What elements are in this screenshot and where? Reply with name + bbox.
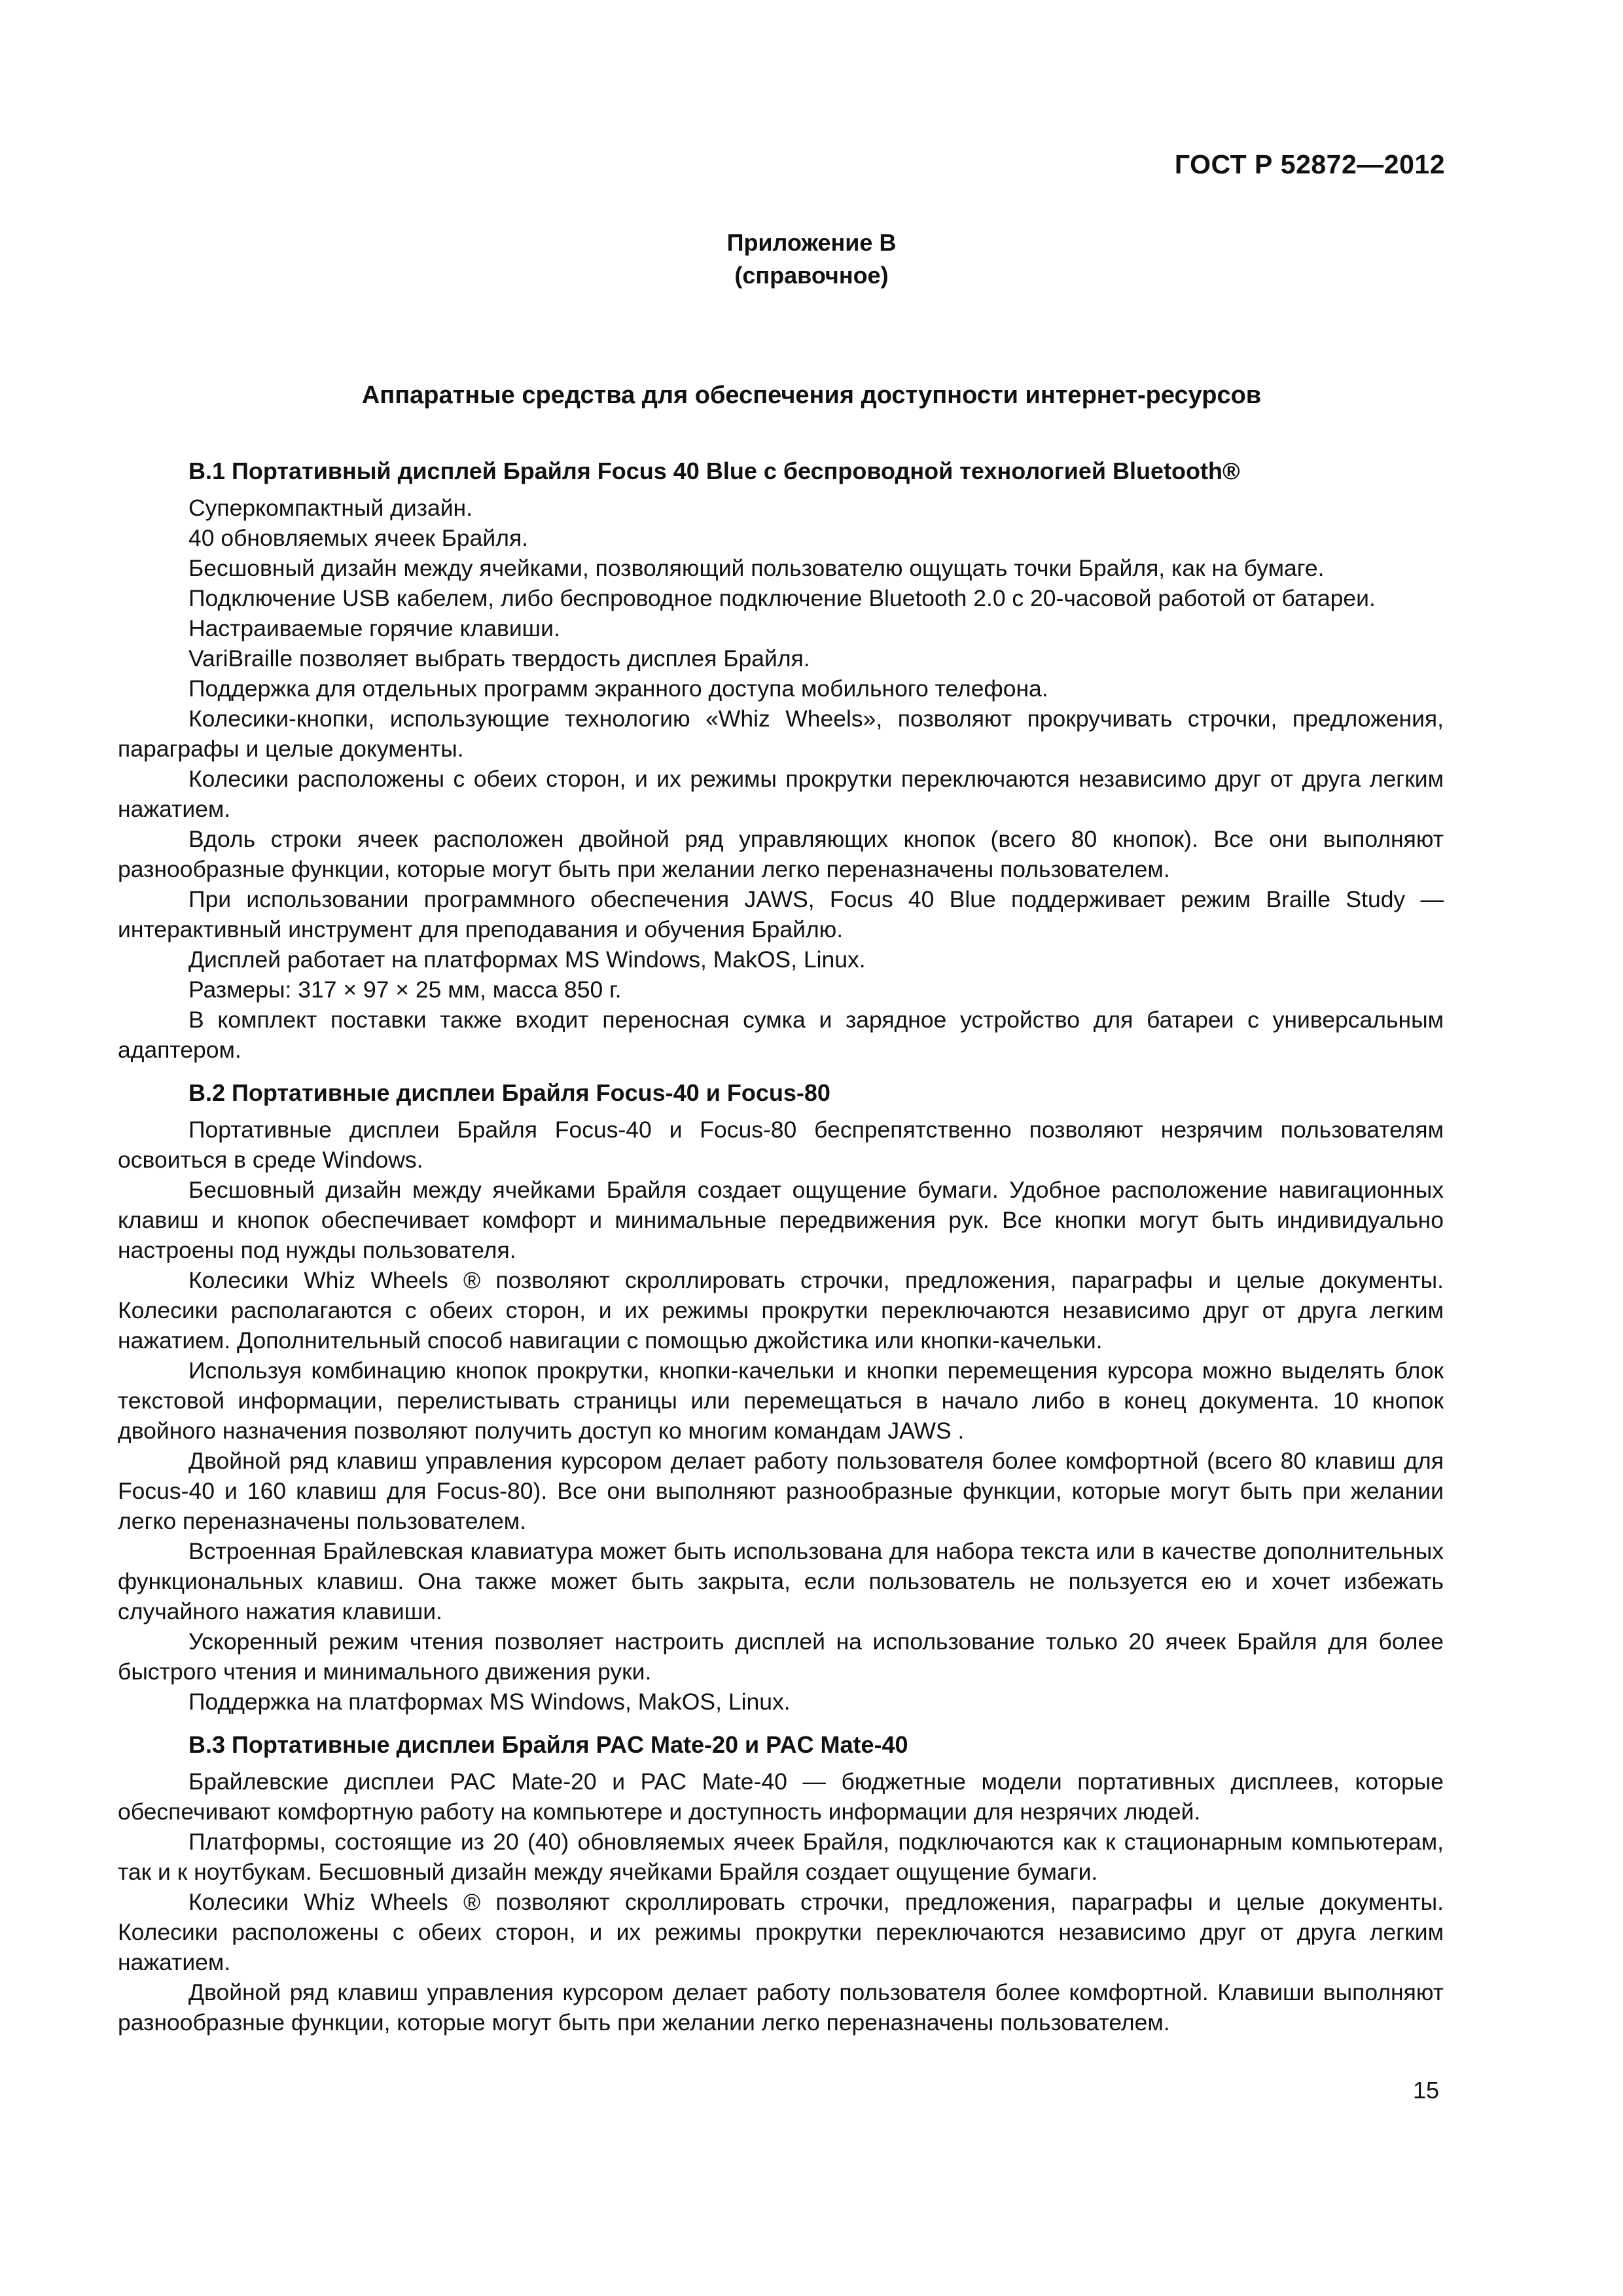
paragraph: Используя комбинацию кнопок прокрутки, кнопки-качельки и кнопки перемещения курсора можно выделять блок текстовой информации, перелистывать страницы или перемещаться в начало либо в конец документа. 10 кнопок двойного назначения позволяют получить доступ ко многим командам JAWS .	[118, 1357, 1444, 1444]
paragraph: VariBraille позволяет выбрать твердость дисплея Брайля.	[188, 645, 810, 672]
paragraph: Двойной ряд клавиш управления курсором делает работу пользователя более комфортной. Клавиши выполняют разнообразные функции, которые могут быть при желании легко переназначены пользователем.	[118, 1979, 1444, 2036]
paragraph: В комплект поставки также входит переносная сумка и зарядное устройство для батареи с универсальным адаптером.	[118, 1007, 1444, 1063]
paragraph: Ускоренный режим чтения позволяет настроить дисплей на использование только 20 ячеек Брайля для более быстрого чтения и минимального движения руки.	[118, 1628, 1444, 1685]
paragraph: Настраиваемые горячие клавиши.	[188, 615, 560, 641]
paragraph: Колесики-кнопки, использующие технологию «Whiz Wheels», позволяют прокручивать строчки, предложения, параграфы и целые документы.	[118, 706, 1444, 762]
paragraph: Двойной ряд клавиш управления курсором делает работу пользователя более комфортной (всего 80 клавиш для Focus-40 и 160 клавиш для Focus-80). Все они выполняют разнообразные функции, которые могут быть при желании легко переназначены пользователем.	[118, 1448, 1444, 1534]
paragraph: Вдоль строки ячеек расположен двойной ряд управляющих кнопок (всего 80 кнопок). Все они выполняют разнообразные функции, которые могут быть при желании легко переназначены пользователем.	[118, 826, 1444, 882]
paragraph: Дисплей работает на платформах MS Windows, MakOS, Linux.	[188, 946, 866, 973]
page-number: 15	[1412, 2077, 1439, 2104]
paragraph: Бесшовный дизайн между ячейками, позволяющий пользователю ощущать точки Брайля, как на бумаге.	[188, 555, 1325, 581]
paragraph: Встроенная Брайлевская клавиатура может быть использована для набора текста или в качестве дополнительных функциональных клавиш. Она также может быть закрыта, если пользователь не пользуется ею и хочет избежать случайного нажатия клавиши.	[118, 1538, 1444, 1624]
section-heading: В.1 Портативный дисплей Брайля Focus 40 Blue с беспроводной технологией Bluetooth®	[188, 457, 1240, 484]
section-b2	[118, 1077, 1444, 1717]
paragraph: Колесики расположены с обеих сторон, и их режимы прокрутки переключаются независимо друг от друга легким нажатием.	[118, 766, 1444, 822]
appendix-subtitle: (справочное)	[734, 262, 889, 289]
paragraph: Размеры: 317 × 97 × 25 мм, масса 850 г.	[188, 977, 622, 1003]
paragraph: Портативные дисплеи Брайля Focus-40 и Focus-80 беспрепятственно позволяют незрячим пользователям освоиться в среде Windows.	[118, 1117, 1444, 1173]
document-body	[118, 455, 1444, 2037]
paragraph: Бесшовный дизайн между ячейками Брайля создает ощущение бумаги. Удобное расположение навигационных клавиш и кнопок обеспечивает комфорт и минимальные передвижения рук. Все кнопки могут быть индивидуально настроены под нужды пользователя.	[118, 1177, 1444, 1263]
paragraph: Брайлевские дисплеи PAC Mate-20 и PAC Mate-40 — бюджетные модели портативных дисплеев, которые обеспечивают комфортную работу на компьютере и доступность информации для незрячих людей.	[118, 1768, 1444, 1825]
section-b3	[118, 1729, 1444, 2037]
appendix-title: Приложение В	[726, 229, 897, 256]
paragraph: Поддержка на платформах MS Windows, MakOS, Linux.	[188, 1689, 791, 1715]
paragraph: Колесики Whiz Wheels ® позволяют скроллировать строчки, предложения, параграфы и целые документы. Колесики расположены с обеих сторон, и их режимы прокрутки переключаются независимо друг от друга легким нажатием.	[118, 1889, 1444, 1975]
paragraph: Платформы, состоящие из 20 (40) обновляемых ячеек Брайля, подключаются как к стационарным компьютерам, так и к ноутбукам. Бесшовный дизайн между ячейками Брайля создает ощущение бумаги.	[118, 1829, 1444, 1885]
paragraph: Поддержка для отдельных программ экранного доступа мобильного телефона.	[188, 675, 1048, 702]
paragraph: Колесики Whiz Wheels ® позволяют скроллировать строчки, предложения, параграфы и целые документы. Колесики располагаются с обеих сторон, и их режимы прокрутки переключаются независимо друг от друга легким нажатием. Дополнительный способ навигации с помощью джойстика или кнопки-качельки.	[118, 1267, 1444, 1354]
page-title: Аппаратные средства для обеспечения доступности интернет-ресурсов	[361, 382, 1262, 409]
section-b1	[118, 455, 1444, 1065]
section-heading: В.2 Портативные дисплеи Брайля Focus-40 и Focus-80	[188, 1079, 830, 1106]
section-heading: В.3 Портативные дисплеи Брайля PAC Mate-20 и PAC Mate-40	[188, 1731, 908, 1758]
paragraph: Суперкомпактный дизайн.	[188, 495, 473, 521]
paragraph: При использовании программного обеспечения JAWS, Focus 40 Blue поддерживает режим Braille Study — интерактивный инструмент для преподавания и обучения Брайлю.	[118, 886, 1444, 942]
paragraph: Подключение USB кабелем, либо беспроводное подключение Bluetooth 2.0 с 20-часовой работой от батареи.	[188, 585, 1376, 611]
document-code: ГОСТ Р 52872—2012	[1174, 149, 1445, 179]
appendix-header	[0, 226, 1623, 292]
paragraph: 40 обновляемых ячеек Брайля.	[188, 525, 529, 551]
